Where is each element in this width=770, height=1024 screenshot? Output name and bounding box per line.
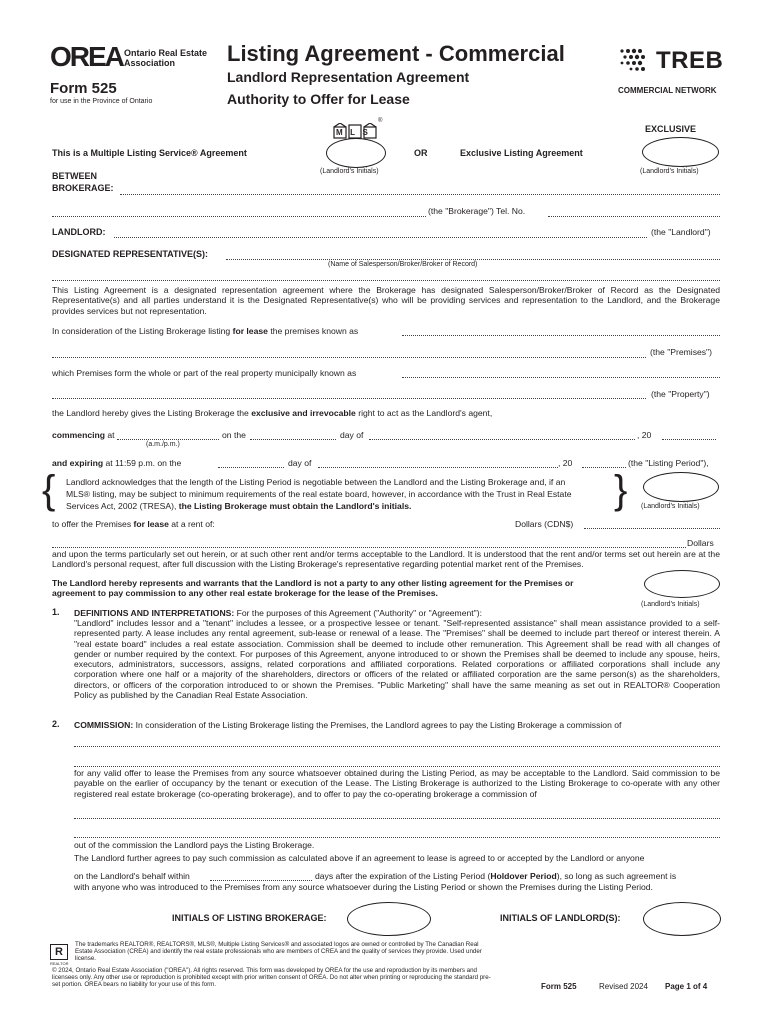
section-2-para-1: for any valid offer to lease the Premises from any source whatsoever obtained during the Listing Period, as may be acceptable to the Landlord. Said commission to be payable on the earlier of occupancy by the tenant or execution of the Lease. The Listing Brokerage is authorized to the Listing Brokerage to co-operate with any other registered real estate brokerage (co-operating brokerage), and to offer to pay the co-operating brokerage a commission of [74, 768, 720, 799]
brokerage-field[interactable] [120, 194, 720, 195]
landlord-label: LANDLORD: [52, 227, 106, 237]
ack-initials-caption: (Landlord's Initials) [641, 503, 700, 510]
exclusive-landlord-initials-caption: (Landlord's Initials) [640, 168, 699, 175]
section-1-text: "Landlord" includes lessor and a "tenant" includes a lessee, or a prospective lessee or tenant. "Self-represented assistance" shall mean assistance provided to a self-represented party. A lease includes any rental agreement, sub-lease or renewal of a lease. The "Premises" shall be deemed to include part thereof or interest therein. A "real estate board" includes a real estate association. Commission shall be deemed to include other remuneration. This Agreement shall be read with all changes of gender or number required by the context. For purposes of this Agreement, anyone introduced to or shown the Premises shall be deemed to include any spouse, heirs, executors, administrators, successors, assigns, related corporations and affiliated corporations. Related corporations or affiliated corporations shall include any corporation where one half or a majority of the shareholders, directors or officers of the related or affiliated corporation are the same person(s) as the shareholders, directors, or officers of the corporation introduced to or shown the Premises. "Public Marketing" shall have the same meaning as set out in REALTOR® Cooperation Policy as published by the Canadian Real Estate Association. [74, 618, 720, 701]
gives-post: right to act as the Landlord's agent, [355, 408, 493, 418]
offer-bold: for lease [133, 519, 169, 529]
expiring-month-field[interactable] [318, 467, 558, 468]
form-scope: for use in the Province of Ontario [50, 98, 153, 105]
section-2-out-of: out of the commission the Landlord pays the Listing Brokerage. [74, 840, 315, 850]
ack-line-2: MLS® listing, may be subject to minimum requirements of the real estate board, however, in accordance with the Trust in Real Estate [66, 489, 572, 499]
expiring-day-field[interactable] [218, 467, 284, 468]
treb-network: COMMERCIAL NETWORK [618, 86, 717, 95]
expiring-bold: and expiring [52, 458, 104, 468]
brokerage-initials-oval[interactable] [347, 902, 431, 936]
commencing-bold: commencing [52, 430, 106, 440]
commencing-day-of: day of [340, 430, 364, 440]
gives-bold: exclusive and irrevocable [251, 408, 356, 418]
co-op-commission-field-2[interactable] [74, 837, 720, 838]
section-1-lead: For the purposes of this Agreement ("Authority" or "Agreement"): [234, 608, 482, 618]
realtor-logo-word: REALTOR [50, 961, 69, 966]
commission-field-2[interactable] [74, 766, 720, 767]
co-op-commission-field-1[interactable] [74, 818, 720, 819]
holdover-days-field[interactable] [210, 880, 312, 881]
landlord-initials-oval[interactable] [643, 902, 721, 936]
premises-suffix: (the "Premises") [650, 347, 712, 357]
form-title: Listing Agreement - Commercial [227, 41, 565, 66]
footer-trademark: The trademarks REALTOR®, REALTORS®, MLS®, Multiple Listing Services® and associated logos are owned or controlled by The Canadian Real Estate Association (CREA) and identify the real estate professionals who are members of CREA and the quality of services they provide. Used under license. [75, 941, 482, 962]
between-label: BETWEEN [52, 171, 97, 181]
expiring-day-of: day of [288, 458, 312, 468]
landlord-suffix: (the "Landlord") [651, 227, 711, 237]
brokerage-field-2[interactable] [52, 216, 426, 217]
mls-agreement-label: This is a Multiple Listing Service® Agreement [52, 148, 247, 158]
am-pm-note: (a.m./p.m.) [146, 441, 180, 448]
warrants-paragraph: The Landlord hereby represents and warrants that the Landlord is not a party to any other listing agreement for the Premises or agreement to pay commission to any other real estate brokerage for the lease of the Premises. [52, 578, 574, 599]
section-2-behalf-post: ), so long as such agreement is [556, 871, 677, 881]
premises-field[interactable] [402, 335, 720, 336]
property-suffix: (the "Property") [651, 389, 710, 399]
consideration-post: the premises known as [267, 326, 359, 336]
exclusive-initials-oval[interactable] [642, 137, 719, 167]
footer-revised: Revised 2024 [599, 982, 648, 991]
expiring-year-prefix: , 20 [558, 458, 573, 468]
listing-period-suffix: (the "Listing Period"), [628, 458, 709, 468]
left-brace: { [42, 468, 56, 512]
commencing-day-field[interactable] [250, 439, 336, 440]
mls-logo-text: MLS [336, 128, 376, 137]
rent-amount-field[interactable] [584, 528, 720, 529]
property-field[interactable] [402, 377, 720, 378]
section-1-number: 1. [52, 607, 60, 617]
designated-rep-note: (Name of Salesperson/Broker/Broker of Record) [328, 261, 478, 268]
section-2-last: with anyone who was introduced to the Premises from any source whatsoever during the Listing Period or shown the Premises during the Listing Period. [74, 882, 653, 892]
orea-logo [50, 43, 130, 73]
footer-page: Page 1 of 4 [665, 982, 708, 991]
brokerage-phone-field[interactable] [548, 216, 720, 217]
footer-copyright: © 2024, Ontario Real Estate Association ("OREA"). All rights reserved. This form was developed by OREA for the use and reproduction by its members and licensees only. Any other use or reproduction is prohibited except with prior written consent of OREA. Do not alter when printing or reproducing the standard pre-set portion. OREA bears no liability for your use of this form. [52, 967, 491, 988]
property-field-2[interactable] [52, 398, 646, 399]
footer-form-number: Form 525 [541, 982, 577, 991]
ack-line-1: Landlord acknowledges that the length of the Listing Period is negotiable between the Landlord and the Listing Brokerage and, if an [66, 477, 566, 487]
designated-rep-label: DESIGNATED REPRESENTATIVE(S): [52, 249, 209, 259]
mls-initials-oval[interactable] [326, 138, 386, 168]
section-1-heading [74, 608, 482, 618]
premises-field-2[interactable] [52, 357, 646, 358]
section-2-number: 2. [52, 719, 60, 729]
right-brace: } [614, 468, 628, 512]
realtor-logo-letter: R [55, 946, 63, 958]
section-2-behalf-pre: on the Landlord's behalf within [74, 871, 190, 881]
orea-org-line1: Ontario Real Estate [124, 48, 208, 58]
ack-line-3 [66, 501, 411, 511]
commencing-at: at [107, 430, 115, 440]
holdover-period-bold: Holdover Period [490, 871, 557, 881]
section-2-heading [74, 720, 621, 730]
commencing-time-field[interactable] [117, 439, 219, 440]
mls-logo [333, 123, 377, 139]
which-premises-line: which Premises form the whole or part of the real property municipally known as [52, 368, 357, 378]
commencing-year-field[interactable] [662, 439, 716, 440]
gives-line [52, 408, 492, 418]
offer-line [52, 519, 215, 529]
commencing-label [52, 430, 115, 440]
orea-logo-text: OREA [50, 41, 123, 72]
form-number: Form 525 [50, 80, 117, 97]
realtor-logo [50, 944, 70, 968]
orea-org-line2: Association [124, 58, 176, 68]
brokerage-initials-label: INITIALS OF LISTING BROKERAGE: [172, 913, 327, 923]
orea-org-name [124, 48, 207, 68]
warrants-initials-oval[interactable] [644, 570, 720, 598]
landlord-initials-label: INITIALS OF LANDLORD(S): [500, 913, 621, 923]
gives-pre: the Landlord hereby gives the Listing Brokerage the [52, 408, 252, 418]
upon-terms-paragraph: and upon the terms particularly set out herein, or at such other rent and/or terms acceptable to the Landlord. It is understood that the rent and/or terms set out herein are at the Landlord's personal request, after full discussion with the Listing Brokerage's representative regarding potential market rent of the Premises. [52, 549, 720, 570]
consideration-line [52, 326, 358, 336]
section-2-behalf-rest [315, 871, 676, 881]
warrants-initials-caption: (Landlord's Initials) [641, 601, 700, 608]
exclusive-agreement-label: Exclusive Listing Agreement [460, 148, 583, 158]
offer-pre: to offer the Premises [52, 519, 134, 529]
section-2-lead: In consideration of the Listing Brokerage listing the Premises, the Landlord agrees to pay the Listing Brokerage a commission of [133, 720, 622, 730]
section-1-title: DEFINITIONS AND INTERPRETATIONS: [74, 608, 235, 618]
form-subtitle-2: Authority to Offer for Lease [227, 91, 410, 107]
consideration-pre: In consideration of the Listing Brokerage listing [52, 326, 233, 336]
rent-words-field[interactable] [52, 547, 686, 548]
exclusive-heading: EXCLUSIVE [645, 124, 697, 134]
ack-line-3b: the Listing Brokerage must obtain the Landlord's initials. [178, 501, 412, 511]
ack-line-3a: Services Act, 2002 (TRESA), [66, 501, 179, 511]
designated-rep-field[interactable] [226, 259, 720, 260]
designated-rep-field-2[interactable] [52, 280, 720, 281]
treb-dots-icon [618, 47, 652, 73]
brokerage-label: BROKERAGE: [52, 183, 114, 193]
commencing-month-field[interactable] [369, 439, 635, 440]
realtor-logo-box [50, 944, 68, 960]
ack-initials-oval[interactable] [643, 472, 719, 502]
section-2-title: COMMISSION: [74, 720, 134, 730]
expiring-label [52, 458, 181, 468]
dollars-word: Dollars [687, 538, 714, 548]
commission-field-1[interactable] [74, 746, 720, 747]
section-2-behalf-mid: days after the expiration of the Listing Period ( [315, 871, 491, 881]
treb-logo [618, 45, 724, 75]
section-2-further: The Landlord further agrees to pay such commission as calculated above if an agreement to lease is agreed to or accepted by the Landlord or anyone [74, 853, 645, 863]
landlord-field[interactable] [114, 237, 647, 238]
mls-landlord-initials-caption: (Landlord's Initials) [320, 168, 379, 175]
offer-post: at a rent of: [168, 519, 215, 529]
intro-paragraph: This Listing Agreement is a designated representation agreement where the Brokerage has designated Salesperson/Broker/Broker of Record as the Designated Representative(s) and all parties understand it is the Designated Representative(s) who will be providing services and representation to the Landlord, and the Brokerage provides services but not representation. [52, 285, 720, 316]
expiring-time: at 11:59 p.m. on the [105, 458, 182, 468]
commencing-year-prefix: , 20 [637, 430, 652, 440]
or-label: OR [414, 148, 428, 158]
treb-logo-text: TREB [656, 47, 724, 74]
form-subtitle-1: Landlord Representation Agreement [227, 69, 470, 85]
dollars-cdn-label: Dollars (CDN$) [515, 519, 574, 529]
consideration-bold: for lease [232, 326, 268, 336]
commencing-on-the: on the [222, 430, 246, 440]
brokerage-suffix: (the "Brokerage") Tel. No. [428, 206, 526, 216]
mls-registered-mark: ® [378, 118, 383, 124]
